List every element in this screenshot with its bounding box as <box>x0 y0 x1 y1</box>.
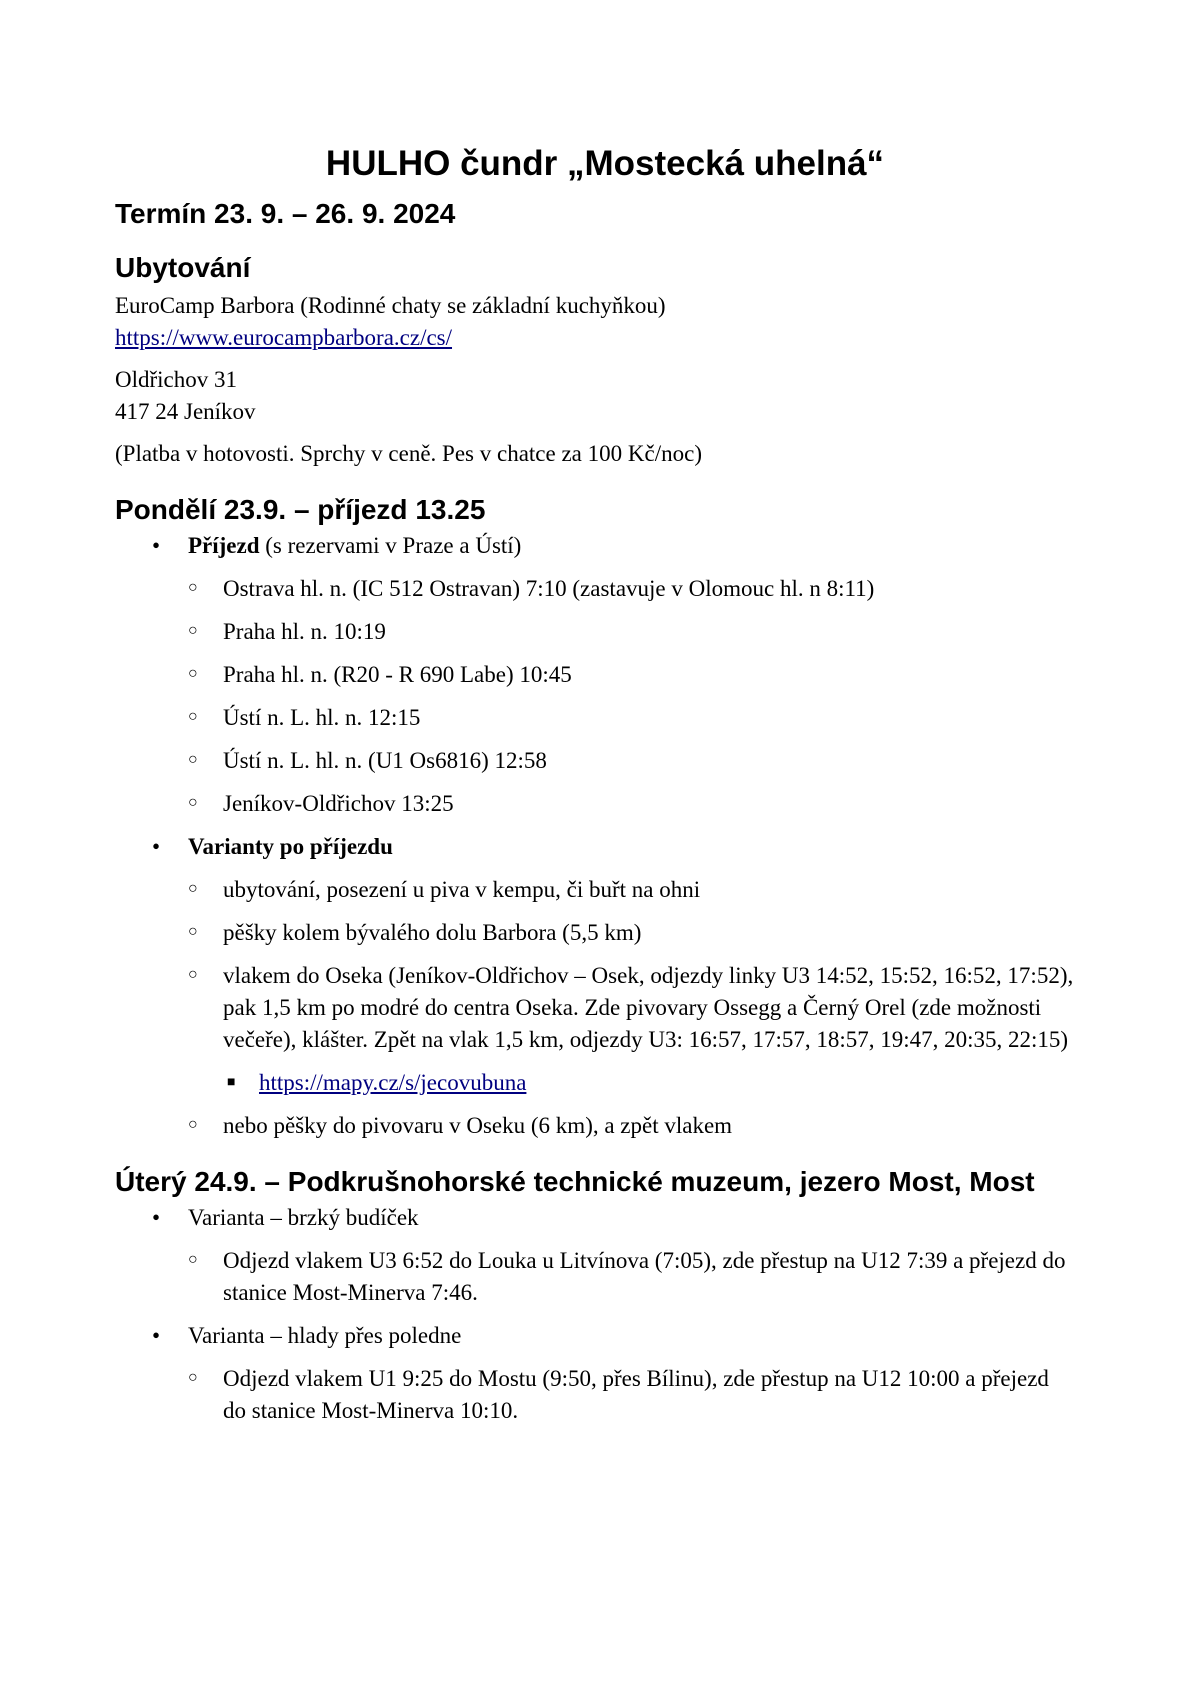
monday-heading: Pondělí 23.9. – příjezd 13.25 <box>115 494 486 525</box>
list-item: ○ Odjezd vlakem U1 9:25 do Mostu (9:50, přes Bílinu), zde přestup na U12 10:00 a přejezd do stanice Most-Minerva 10:10. <box>115 1363 1095 1427</box>
list-item: ○ Ústí n. L. hl. n. 12:15 <box>115 702 1095 734</box>
map-link[interactable]: https://mapy.cz/s/jecovubuna <box>259 1070 527 1095</box>
address-line1: Oldřichov 31 <box>115 367 238 392</box>
tuesday-sublist-1 <box>115 1245 1095 1309</box>
circle-bullet-icon: ○ <box>188 923 198 940</box>
circle-bullet-icon: ○ <box>188 665 198 682</box>
circle-bullet-icon: ○ <box>188 622 198 639</box>
list-item: ○ Ústí n. L. hl. n. (U1 Os6816) 12:58 <box>115 745 1095 777</box>
address-line2: 417 24 Jeníkov <box>115 399 256 424</box>
list-item: ○ Praha hl. n. (R20 - R 690 Labe) 10:45 <box>115 659 1095 691</box>
list-item: ○ Ostrava hl. n. (IC 512 Ostravan) 7:10 (zastavuje v Olomouc hl. n 8:11) <box>115 573 1095 605</box>
monday-list <box>115 530 1095 562</box>
circle-bullet-icon: ○ <box>188 1116 198 1133</box>
accommodation-link[interactable]: https://www.eurocampbarbora.cz/cs/ <box>115 325 453 350</box>
map-link-list <box>115 1067 1095 1099</box>
circle-bullet-icon: ○ <box>188 1251 198 1268</box>
accommodation-name: EuroCamp Barbora (Rodinné chaty se základní kuchyňkou) <box>115 293 666 318</box>
bullet-icon: • <box>152 533 161 558</box>
list-item: ○ ubytování, posezení u piva v kempu, či buřt na ohni <box>115 874 1095 906</box>
circle-bullet-icon: ○ <box>188 1369 198 1386</box>
circle-bullet-icon: ○ <box>188 794 198 811</box>
circle-bullet-icon: ○ <box>188 751 198 768</box>
list-item: ○ Odjezd vlakem U3 6:52 do Louka u Litvínova (7:05), zde přestup na U12 7:39 a přejezd do stanice Most-Minerva 7:46. <box>115 1245 1095 1309</box>
tuesday-sublist-2 <box>115 1363 1095 1427</box>
list-item: ○ pěšky kolem bývalého dolu Barbora (5,5 km) <box>115 917 1095 949</box>
list-item <box>115 530 1095 562</box>
accommodation-heading: Ubytování <box>115 252 251 283</box>
circle-bullet-icon: ○ <box>188 579 198 596</box>
arrival-label: Příjezd <box>188 533 260 558</box>
tuesday-list-1 <box>115 1202 1095 1234</box>
list-item: • Varianta – brzký budíček <box>115 1202 1095 1234</box>
document-title: HULHO čundr „Mostecká uhelná“ <box>325 144 885 183</box>
list-item: ○ vlakem do Oseka (Jeníkov-Oldřichov – Osek, odjezdy linky U3 14:52, 15:52, 16:52, 17:52), pak 1,5 km po modré do centra Oseka. Zde pivovary Ossegg a Černý Orel (zde možnosti večeře), klášter. Zpět na vlak 1,5 km, odjezdy U3: 16:57, 17:57, 18:57, 19:47, 20:35, 22:15) <box>115 960 1095 1056</box>
arrival-list <box>115 573 1095 820</box>
list-item: ○ nebo pěšky do pivovaru v Oseku (6 km), a zpět vlakem <box>115 1110 1095 1142</box>
term-heading: Termín 23. 9. – 26. 9. 2024 <box>115 198 456 229</box>
variant-items <box>115 874 1095 1056</box>
circle-bullet-icon: ○ <box>188 708 198 725</box>
arrival-note: (s rezervami v Praze a Ústí) <box>259 533 522 558</box>
list-item: • Varianta – hlady přes poledne <box>115 1320 1095 1352</box>
bullet-icon: • <box>152 1323 161 1348</box>
list-item: ○ Praha hl. n. 10:19 <box>115 616 1095 648</box>
bullet-icon: • <box>152 1205 161 1230</box>
circle-bullet-icon: ○ <box>188 880 198 897</box>
tuesday-list-2 <box>115 1320 1095 1352</box>
document-page <box>115 128 1095 1427</box>
last-variant-list <box>115 1110 1095 1142</box>
tuesday-heading: Úterý 24.9. – Podkrušnohorské technické muzeum, jezero Most, Most <box>115 1166 1035 1197</box>
variants-label: Varianty po příjezdu <box>188 834 393 859</box>
list-item <box>115 831 1095 863</box>
bullet-icon: • <box>152 834 161 859</box>
square-bullet-icon: ■ <box>227 1075 236 1090</box>
accommodation-note: (Platba v hotovosti. Sprchy v ceně. Pes v chatce za 100 Kč/noc) <box>115 441 702 466</box>
circle-bullet-icon: ○ <box>188 966 198 983</box>
list-item <box>115 1067 1095 1099</box>
variants-list <box>115 831 1095 863</box>
list-item: ○ Jeníkov-Oldřichov 13:25 <box>115 788 1095 820</box>
